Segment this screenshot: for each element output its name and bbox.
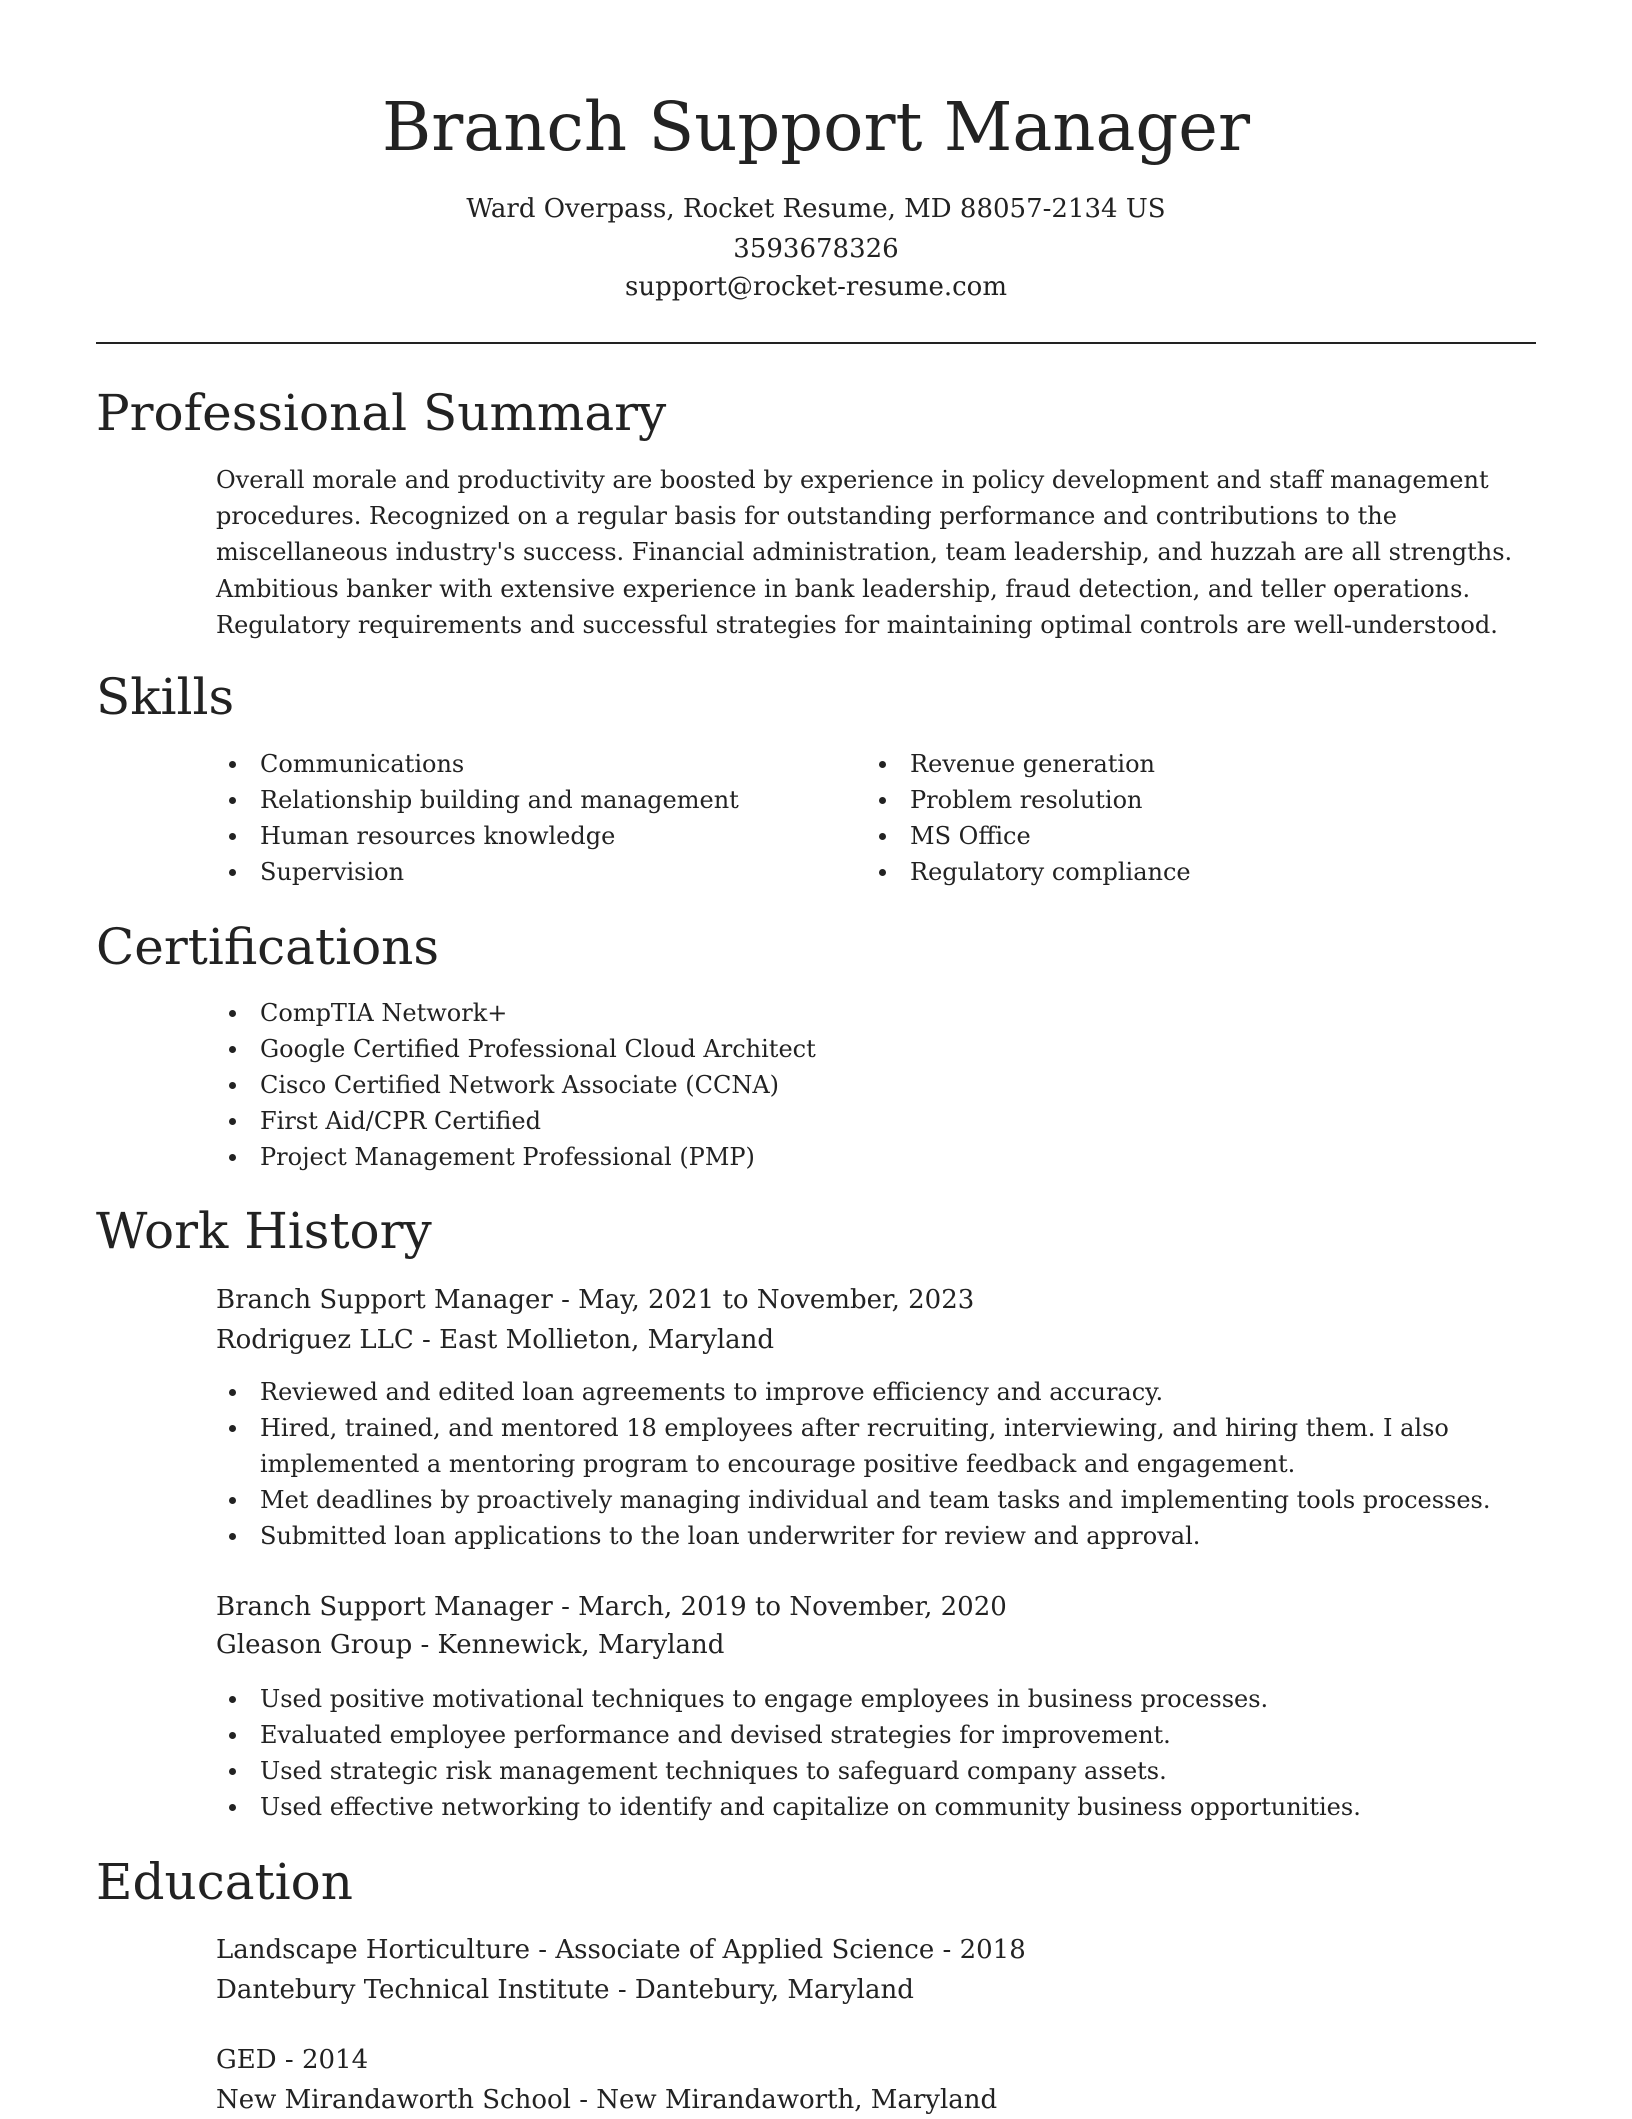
job-role: Branch Support Manager <box>216 1592 553 1622</box>
list-item: Reviewed and edited loan agreements to improve efficiency and accuracy. <box>216 1374 1536 1410</box>
list-item: Google Certified Professional Cloud Architect <box>216 1031 1536 1067</box>
job-role: Branch Support Manager <box>216 1285 553 1315</box>
separator: - <box>552 1592 579 1622</box>
list-item: Cisco Certified Network Associate (CCNA) <box>216 1067 1536 1103</box>
education-degree-line <box>216 1931 1536 1969</box>
list-item: MS Office <box>866 818 1466 854</box>
skills-list-left <box>216 746 816 890</box>
list-item: CompTIA Network+ <box>216 995 1536 1031</box>
list-item: Regulatory compliance <box>866 854 1466 890</box>
list-item: Project Management Professional (PMP) <box>216 1139 1536 1175</box>
job-company: Rodriguez LLC <box>216 1325 414 1355</box>
list-item: Relationship building and management <box>216 782 816 818</box>
skills-list-right <box>866 746 1466 890</box>
education-location: Dantebury, Maryland <box>634 1975 914 2005</box>
certifications-list <box>216 995 1536 1175</box>
education-degree: GED <box>216 2045 277 2075</box>
job-title-line <box>216 1281 1536 1319</box>
separator: - <box>934 1935 960 1965</box>
separator: - <box>570 2085 597 2115</box>
separator: - <box>413 1325 440 1355</box>
phone: 3593678326 <box>733 234 899 264</box>
header-divider <box>96 342 1536 344</box>
job-company-line <box>216 1626 1536 1664</box>
list-item: Evaluated employee performance and devised strategies for improvement. <box>216 1717 1536 1753</box>
list-item: Problem resolution <box>866 782 1466 818</box>
list-item: First Aid/CPR Certified <box>216 1103 1536 1139</box>
education-degree-line <box>216 2041 1536 2079</box>
list-item: Human resources knowledge <box>216 818 816 854</box>
education-school: Dantebury Technical Institute <box>216 1975 610 2005</box>
list-item: Communications <box>216 746 816 782</box>
education-school-line <box>216 1971 1536 2009</box>
summary-text: Overall morale and productivity are boosted by experience in policy development and staff management procedures. Recognized on a regular basis for outstanding performance and contributions to the miscellaneous industry's success. Financial administration, team leadership, and huzzah are all strengths. Ambitious banker with extensive experience in bank leadership, fraud detection, and teller operations. Regulatory requirements and successful strategies for maintaining optimal controls are well-understood. <box>216 466 1513 639</box>
job-location: East Mollieton, Maryland <box>439 1325 775 1355</box>
job-company-line <box>216 1321 1536 1359</box>
candidate-name: Branch Support Manager <box>382 88 1250 166</box>
list-item: Hired, trained, and mentored 18 employees after recruiting, interviewing, and hiring them. I also implemented a mentoring program to encourage positive feedback and engagement. <box>216 1410 1536 1482</box>
job-title-line <box>216 1588 1536 1626</box>
certifications-heading: Certifications <box>96 918 440 976</box>
separator: - <box>276 2045 302 2075</box>
job-company: Gleason Group <box>216 1630 413 1660</box>
list-item: Supervision <box>216 854 816 890</box>
job-bullets <box>216 1374 1536 1554</box>
list-item: Used effective networking to identify and capitalize on community business opportunities. <box>216 1789 1536 1825</box>
list-item: Met deadlines by proactively managing individual and team tasks and implementing tools processes. <box>216 1482 1536 1518</box>
education-location: New Mirandaworth, Maryland <box>596 2085 998 2115</box>
education-degree: Associate of Applied Science <box>555 1935 935 1965</box>
job-location: Kennewick, Maryland <box>437 1630 725 1660</box>
list-item: Revenue generation <box>866 746 1466 782</box>
education-field: Landscape Horticulture <box>216 1935 531 1965</box>
job-dates: May, 2021 to November, 2023 <box>578 1285 975 1315</box>
skills-heading: Skills <box>96 668 235 726</box>
separator: - <box>530 1935 556 1965</box>
address: Ward Overpass, Rocket Resume, MD 88057-2134 US <box>466 194 1166 224</box>
job-bullets <box>216 1681 1536 1825</box>
education-school-line <box>216 2081 1536 2119</box>
list-item: Submitted loan applications to the loan underwriter for review and approval. <box>216 1518 1536 1554</box>
separator: - <box>412 1630 438 1660</box>
summary-heading: Professional Summary <box>96 384 667 442</box>
education-heading: Education <box>96 1853 353 1911</box>
education-year: 2014 <box>301 2045 369 2075</box>
list-item: Used positive motivational techniques to engage employees in business processes. <box>216 1681 1536 1717</box>
education-school: New Mirandaworth School <box>216 2085 571 2115</box>
job-dates: March, 2019 to November, 2020 <box>578 1592 1007 1622</box>
email: support@rocket-resume.com <box>624 272 1007 302</box>
list-item: Used strategic risk management techniques to safeguard company assets. <box>216 1753 1536 1789</box>
separator: - <box>552 1285 579 1315</box>
education-year: 2018 <box>959 1935 1026 1965</box>
separator: - <box>609 1975 635 2005</box>
work-history-heading: Work History <box>96 1202 432 1260</box>
